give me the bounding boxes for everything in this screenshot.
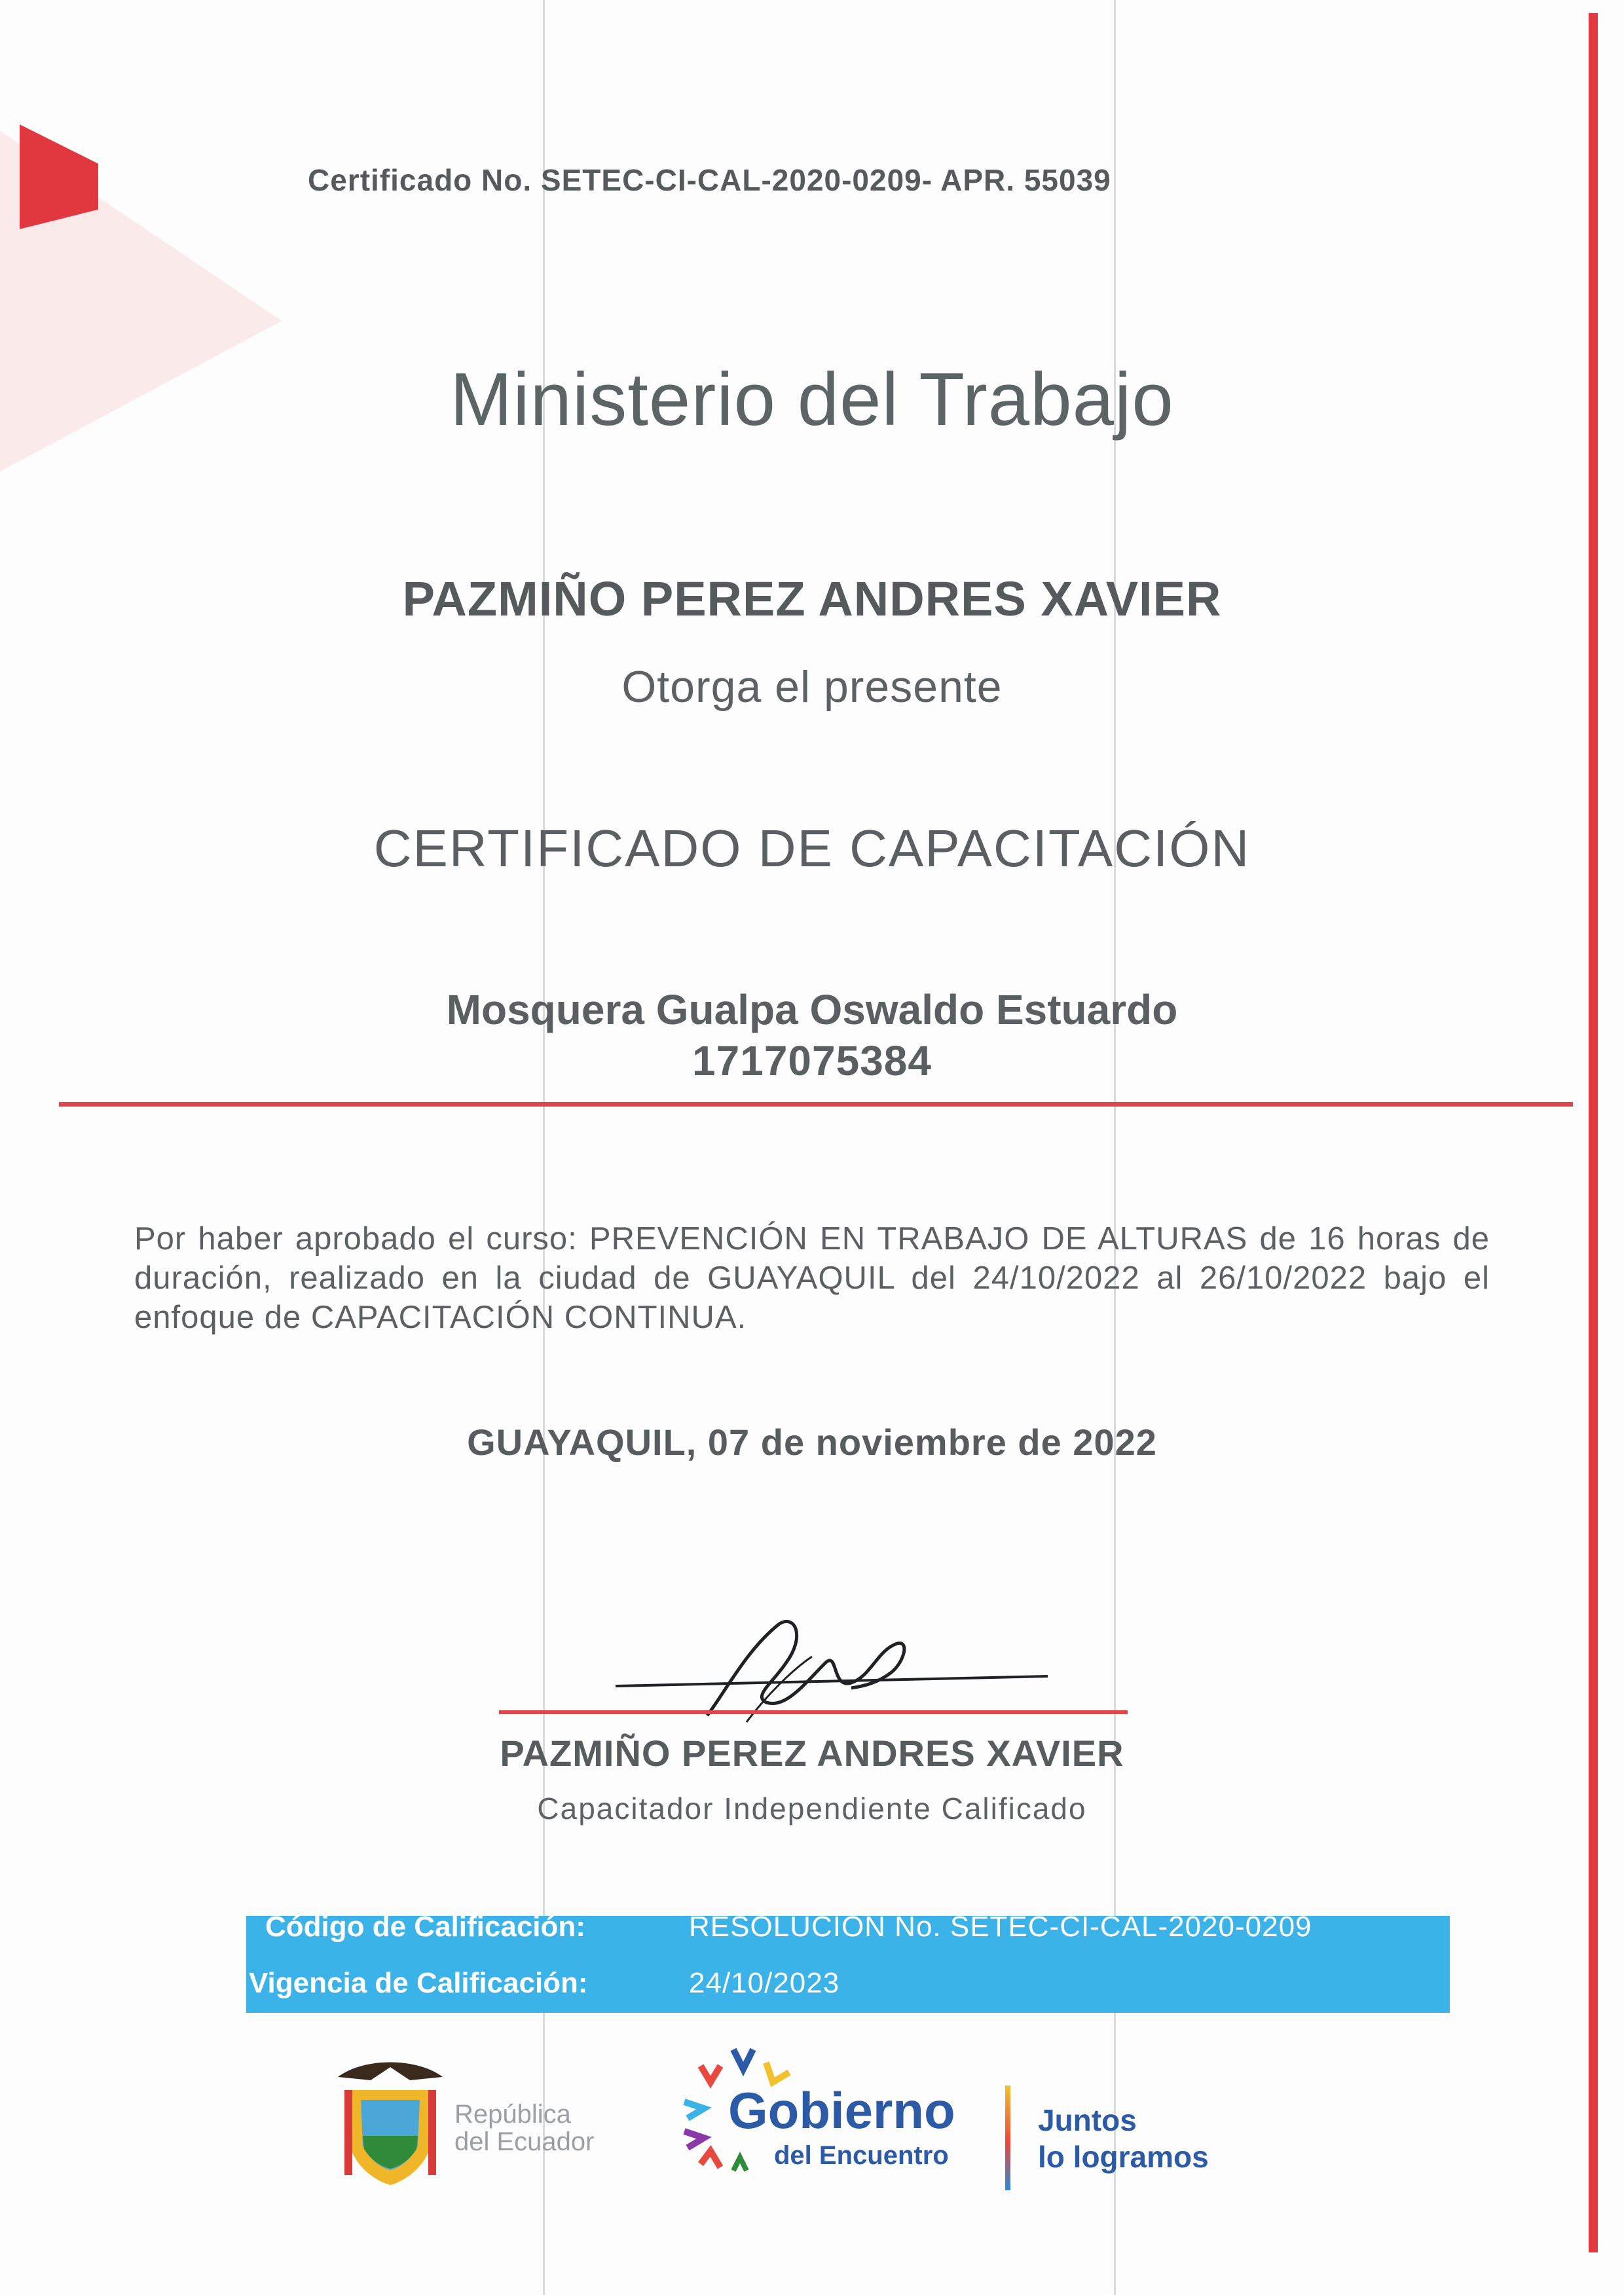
slogan-text [1038,2102,1209,2175]
ministry-title: Ministerio del Trabajo [450,358,1174,441]
red-side-border [1589,13,1598,2252]
encuentro-text: del Encuentro [774,2141,949,2170]
republica-ecuador-text [454,2101,594,2156]
republica-line2: del Ecuador [454,2127,595,2156]
signature-line [499,1710,1128,1714]
course-description: Por haber aprobado el curso: PREVENCIÓN EN TRABAJO DE ALTURAS de 16 horas de duración, realizado en la ciudad de GUAYAQUIL del 24/10/2022 al 26/10/2022 bajo el enfoque de CAPACITACIÓN CONTINUA. [134,1221,1490,1335]
certificate-number: Certificado No. SETEC-CI-CAL-2020-0209- APR. 55039 [308,163,1111,197]
recipient-id: 1717075384 [692,1037,932,1084]
issuer-name: PAZMIÑO PEREZ ANDRES XAVIER [402,572,1222,626]
qualification-code-label: Código de Calificación: [265,1911,585,1943]
grant-text: Otorga el presente [621,662,1003,712]
recipient-name: Mosquera Gualpa Oswaldo Estuardo [446,986,1178,1033]
qualification-validity-label: Vigencia de Calificación: [249,1967,588,1999]
signer-name: PAZMIÑO PEREZ ANDRES XAVIER [500,1733,1124,1774]
slogan-divider [1005,2085,1010,2190]
qualification-code-value: RESOLUCION No. SETEC-CI-CAL-2020-0209 [689,1911,1312,1943]
signer-role: Capacitador Independiente Calificado [537,1791,1087,1826]
gobierno-text: Gobierno [728,2082,955,2139]
qualification-validity-value: 24/10/2023 [689,1967,840,1999]
place-date: GUAYAQUIL, 07 de noviembre de 2022 [467,1422,1157,1463]
divider-line [59,1102,1573,1107]
republica-line1: República [454,2100,571,2129]
certificate-type: CERTIFICADO DE CAPACITACIÓN [373,819,1251,877]
slogan-line2: lo logramos [1038,2140,1209,2174]
slogan-line1: Juntos [1038,2103,1137,2137]
ecuador-coat-of-arms-icon [331,2051,449,2188]
